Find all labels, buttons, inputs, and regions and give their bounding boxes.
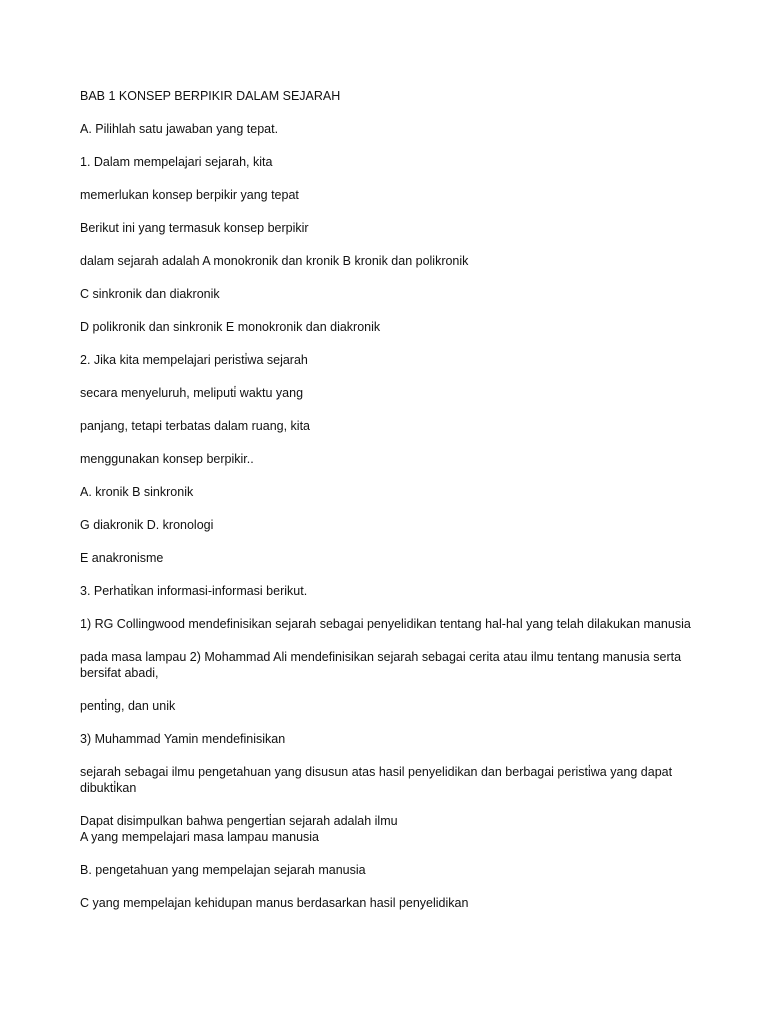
question-3-option-c: C yang mempelajan kehidupan manus berdasarkan hasil penyelidikan xyxy=(80,896,469,910)
question-3-info-2: pada masa lampau 2) Mohammad Ali mendefinisikan sejarah sebagai cerita atau ilmu tentang manusia serta bersifat abadi, xyxy=(80,650,682,680)
question-1-options-3: D polikronik dan sinkronik E monokronik dan diakronik xyxy=(80,320,381,334)
question-2-options-2: G diakronik D. kronologi xyxy=(80,518,214,532)
question-3-info-2-cont: penti̇ng, dan unik xyxy=(80,699,176,713)
document-page xyxy=(80,88,700,911)
question-2-line-3: panjang, tetapi terbatas dalam ruang, kita xyxy=(80,419,311,433)
question-3-info-3: 3) Muhammad Yamin mendefinisikan xyxy=(80,732,286,746)
question-3-conclusion: Dapat disimpulkan bahwa pengerti̇an sejarah adalah ilmu xyxy=(80,814,398,828)
question-1-line-1: 1. Dalam mempelajari sejarah, kita xyxy=(80,155,273,169)
question-3-info-1: 1) RG Collingwood mendefinisikan sejarah sebagai penyelidikan tentang hal-hal yang telah dilakukan manusia xyxy=(80,617,691,631)
instruction: A. Pilihlah satu jawaban yang tepat. xyxy=(80,122,279,136)
question-3-line-1: 3. Perhati̇kan informasi-informasi berikut. xyxy=(80,584,308,598)
question-1-options-1: dalam sejarah adalah A monokronik dan kronik B kronik dan polikronik xyxy=(80,254,469,268)
question-2-line-1: 2. Jika kita mempelajari peristi̇wa sejarah xyxy=(80,353,308,367)
document-title: BAB 1 KONSEP BERPIKIR DALAM SEJARAH xyxy=(80,89,341,103)
question-1-options-2: C sinkronik dan diakronik xyxy=(80,287,220,301)
question-3-option-b: B. pengetahuan yang mempelajan sejarah manusia xyxy=(80,863,366,877)
question-1-line-2: memerlukan konsep berpikir yang tepat xyxy=(80,188,299,202)
question-3-option-a: A yang mempelajari masa lampau manusia xyxy=(80,830,320,844)
question-2-line-2: secara menyeluruh, meliputi̇ waktu yang xyxy=(80,386,304,400)
question-2-line-4: menggunakan konsep berpikir.. xyxy=(80,452,254,466)
question-3-info-3-cont: sejarah sebagai ilmu pengetahuan yang disusun atas hasil penyelidikan dan berbagai peristi̇wa yang dapat dibukti̇kan xyxy=(80,765,673,795)
question-2-options-3: E anakronisme xyxy=(80,551,164,565)
question-2-options-1: A. kronik B sinkronik xyxy=(80,485,194,499)
question-1-line-3: Berikut ini yang termasuk konsep berpikir xyxy=(80,221,309,235)
